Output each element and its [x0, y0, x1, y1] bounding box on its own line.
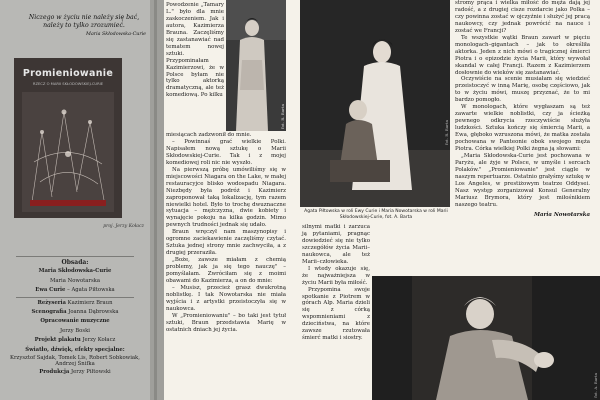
article-column-1a: [166, 2, 224, 99]
paragraph: miesiącach zadzwonił do mnie.: [166, 132, 252, 138]
credit-line: Produkcja Jerzy Piłtowski: [39, 368, 111, 375]
paragraph: „Maria Skłodowska-Curie jest pochowana w Paryżu, ale żyje w Polsce, w umyśle i sercach Polaków." „Promieniowanie" jest ciągle w naszym repertuarze. Ostatnio grałyśmy sztukę w Los Angeles, w prestiżowym teatrze Oddysei. Nasz występ zorganizował Konsul Generalny Mariusz Brymora, który jest miłośnikiem naszego teatru.: [455, 152, 590, 208]
photo-image: [300, 0, 450, 207]
poster-caption: proj. Jerzy Kołacz: [103, 224, 144, 229]
author-signature: Maria Nowotarska: [533, 211, 590, 218]
article-column-1b: [166, 132, 286, 334]
paragraph: stromy prąca i wielka miłość do męża dają jej radość, a z drugiej cisze rozdarcie jako Polka – czy powinna zostać w ojczyźnie i służyć jej pracą naukowcy, czy jednak powrócić na nauce i zostać we Francji?: [455, 0, 590, 34]
credit-line: Krzysztof Sajdak, Tomek Lis, Robert Sobkowiak, Andrzej Śnifka: [10, 355, 140, 368]
paragraph: – Musisz, przecież grasz dwukrotną noblistkę. I tak Nowotarska nie miała wyjścia i z artystki przeistoczyła się w naukowca.: [166, 284, 286, 312]
paragraph: silnymi matki i zarzuca ją pytaniami, pragnąc dowiedzieć się nie tylko szczegółów życia Marii–naukowca, ale też Marii–człowieka.: [302, 224, 370, 265]
quote-text: Niczego w życiu nie należy się bać, należy to tylko zrozumieć.: [28, 14, 140, 29]
article-column-2: [302, 224, 370, 342]
poster-image: [14, 58, 122, 218]
photo-two-actresses: [300, 0, 450, 207]
photo-image: [372, 276, 600, 400]
poster-subtitle: RZECZ O MARII SKŁODOWSKIEJ-CURIE: [32, 82, 104, 86]
column-separator: [150, 0, 164, 400]
credit-line: Scenografia Joanna Dąbrowska: [31, 309, 119, 316]
credit-line: Jerzy Boski: [60, 327, 90, 334]
paragraph: Na pierwszą próbę umówiliśmy się w miejscowości Niagara on the Lake, w małej restauracyjce blisko wodospadu Niagara. Niezbędy była podróż i Kazimierz zaproponował taką lokalizację, tym razem niewielki hotel. Było to trochę dwuznaczne sytuacja – mężczyzna, dwie kobiety i wynajęcie pokoju na kilka godzin. Mimo pewnych trudności jednak się udało.: [166, 166, 286, 229]
paragraph: Oczywiście na scenie musiałam się wiedzieć przeistoczyć w inną Marię, osobę częściowo, jak to w życiu mówi, muszę przyznać, że to mi bardzo pomogło.: [455, 76, 590, 104]
credit-line: Światło, dźwięk, efekty specjalne:: [25, 346, 125, 353]
credit-line: Reżyseria Kazimierz Braun: [37, 299, 113, 306]
photo-caption: Agata Piłtowska w roli Ewy Curie i Maria Nowotarska w roli Marii Skłodowskiej-Curie, fot. A. Barta: [304, 209, 448, 220]
paragraph: I wtedy okazuje się, że najważniejsza w życiu Marii była miłość.: [302, 265, 370, 286]
paragraph: Braun wręczył nam maszynopisy i ogromne zaciekawienie zaczęliśmy czytać. Sztuka jednej strony mnie zachwyciła, a z drugiej przeraziła.: [166, 229, 286, 257]
credit-line: Maria Nowotarska: [49, 277, 101, 284]
paragraph: „Boże, zawsze miałam z chemią problemy, jak ja się tego nauczę" – pomyślałam. Zwróciłam się z moimi obawami do Kazimierza, a on do mnie:: [166, 257, 286, 285]
article-column-3: [455, 0, 590, 219]
paragraph: Te wszystkie wątki Braun zawarł w pięciu monologach–gigantach – jak to określiła aktorka. Jeden z nich mówi o tragicznej śmierci Piotra i o epizodzie życia Marii, który wywołał skandal w całej Francji. Razem z Kazimierzem dosłownie do wieków się zastanawiać.: [455, 34, 590, 76]
paragraph: W „Promieniowaniu" – bo taki jest tytuł sztuki, Braun przedstawia Marię w ostatnich dniach jej życia.: [166, 312, 286, 333]
credit-line: Maria Skłodowska-Curie: [38, 268, 112, 275]
photo-actress-seated: [372, 276, 600, 400]
divider: [16, 297, 134, 298]
quote: [22, 14, 146, 39]
poster-title: Promieniowanie: [22, 68, 114, 79]
credits-box: [6, 255, 144, 377]
photo-actress-standing: [226, 0, 286, 131]
photo-image: [226, 0, 286, 131]
photo-credit: fot. R. Barta: [280, 104, 285, 129]
paragraph: W monologach, które wygłaszam są też zawarte wielkie noblistki, czy ja ścieżką pewnego odkrycia rzeczywiście służyła ludzkości. Sztuka kończy się śmiercią Marii, a Ewa, głęboko wzruszona mówi, że matka została pochowana w Panteonie obok swojego męża Piotra. Córka wielkiej Polki żegna ją słowami:: [455, 104, 590, 153]
photo-credit: fot. R. Barta: [444, 120, 449, 145]
credit-line: Projekt plakatu Jerzy Kołacz: [34, 337, 116, 344]
sidebar: [0, 0, 150, 400]
poster-illustration: [22, 92, 114, 212]
column-separator-inner: [154, 0, 157, 400]
paragraph: Przypomina swoje spotkanie z Piotrem w górach Alp. Maria dzieli się z córką wspomnieniami z dzieciństwa, na które zawsze rzutowała śmierć matki i siostry.: [302, 286, 370, 342]
credit-line: Ewa Curie – Agata Piłtowska: [35, 287, 115, 294]
divider: [16, 256, 134, 257]
quote-source: Maria Skłodowska-Curie: [86, 32, 146, 37]
photo-credit: fot. A. Barta: [593, 373, 598, 398]
paragraph: Powodzenie „Tamary L." było dla mnie zaskoczeniem. Jak i autora, Kazimierza Brauna. Zaczęliśmy się zastanawiać nad tematem nowej sztuki. Przypominałam Kazimierzowi, że w Polsce byłam nie tylko aktorką dramatyczną, ale też komediową. Po kilku: [166, 2, 224, 99]
cast-heading: Obsada:: [61, 259, 89, 266]
credit-line: Opracowanie muzyczne: [40, 318, 110, 325]
paragraph: – Powinnaś grać wielkie Polki. Napisałem nową sztukę o Marii Skłodowskiej-Curie. Tak i z mojej komediowej roli nic nie wyszło.: [166, 138, 286, 166]
